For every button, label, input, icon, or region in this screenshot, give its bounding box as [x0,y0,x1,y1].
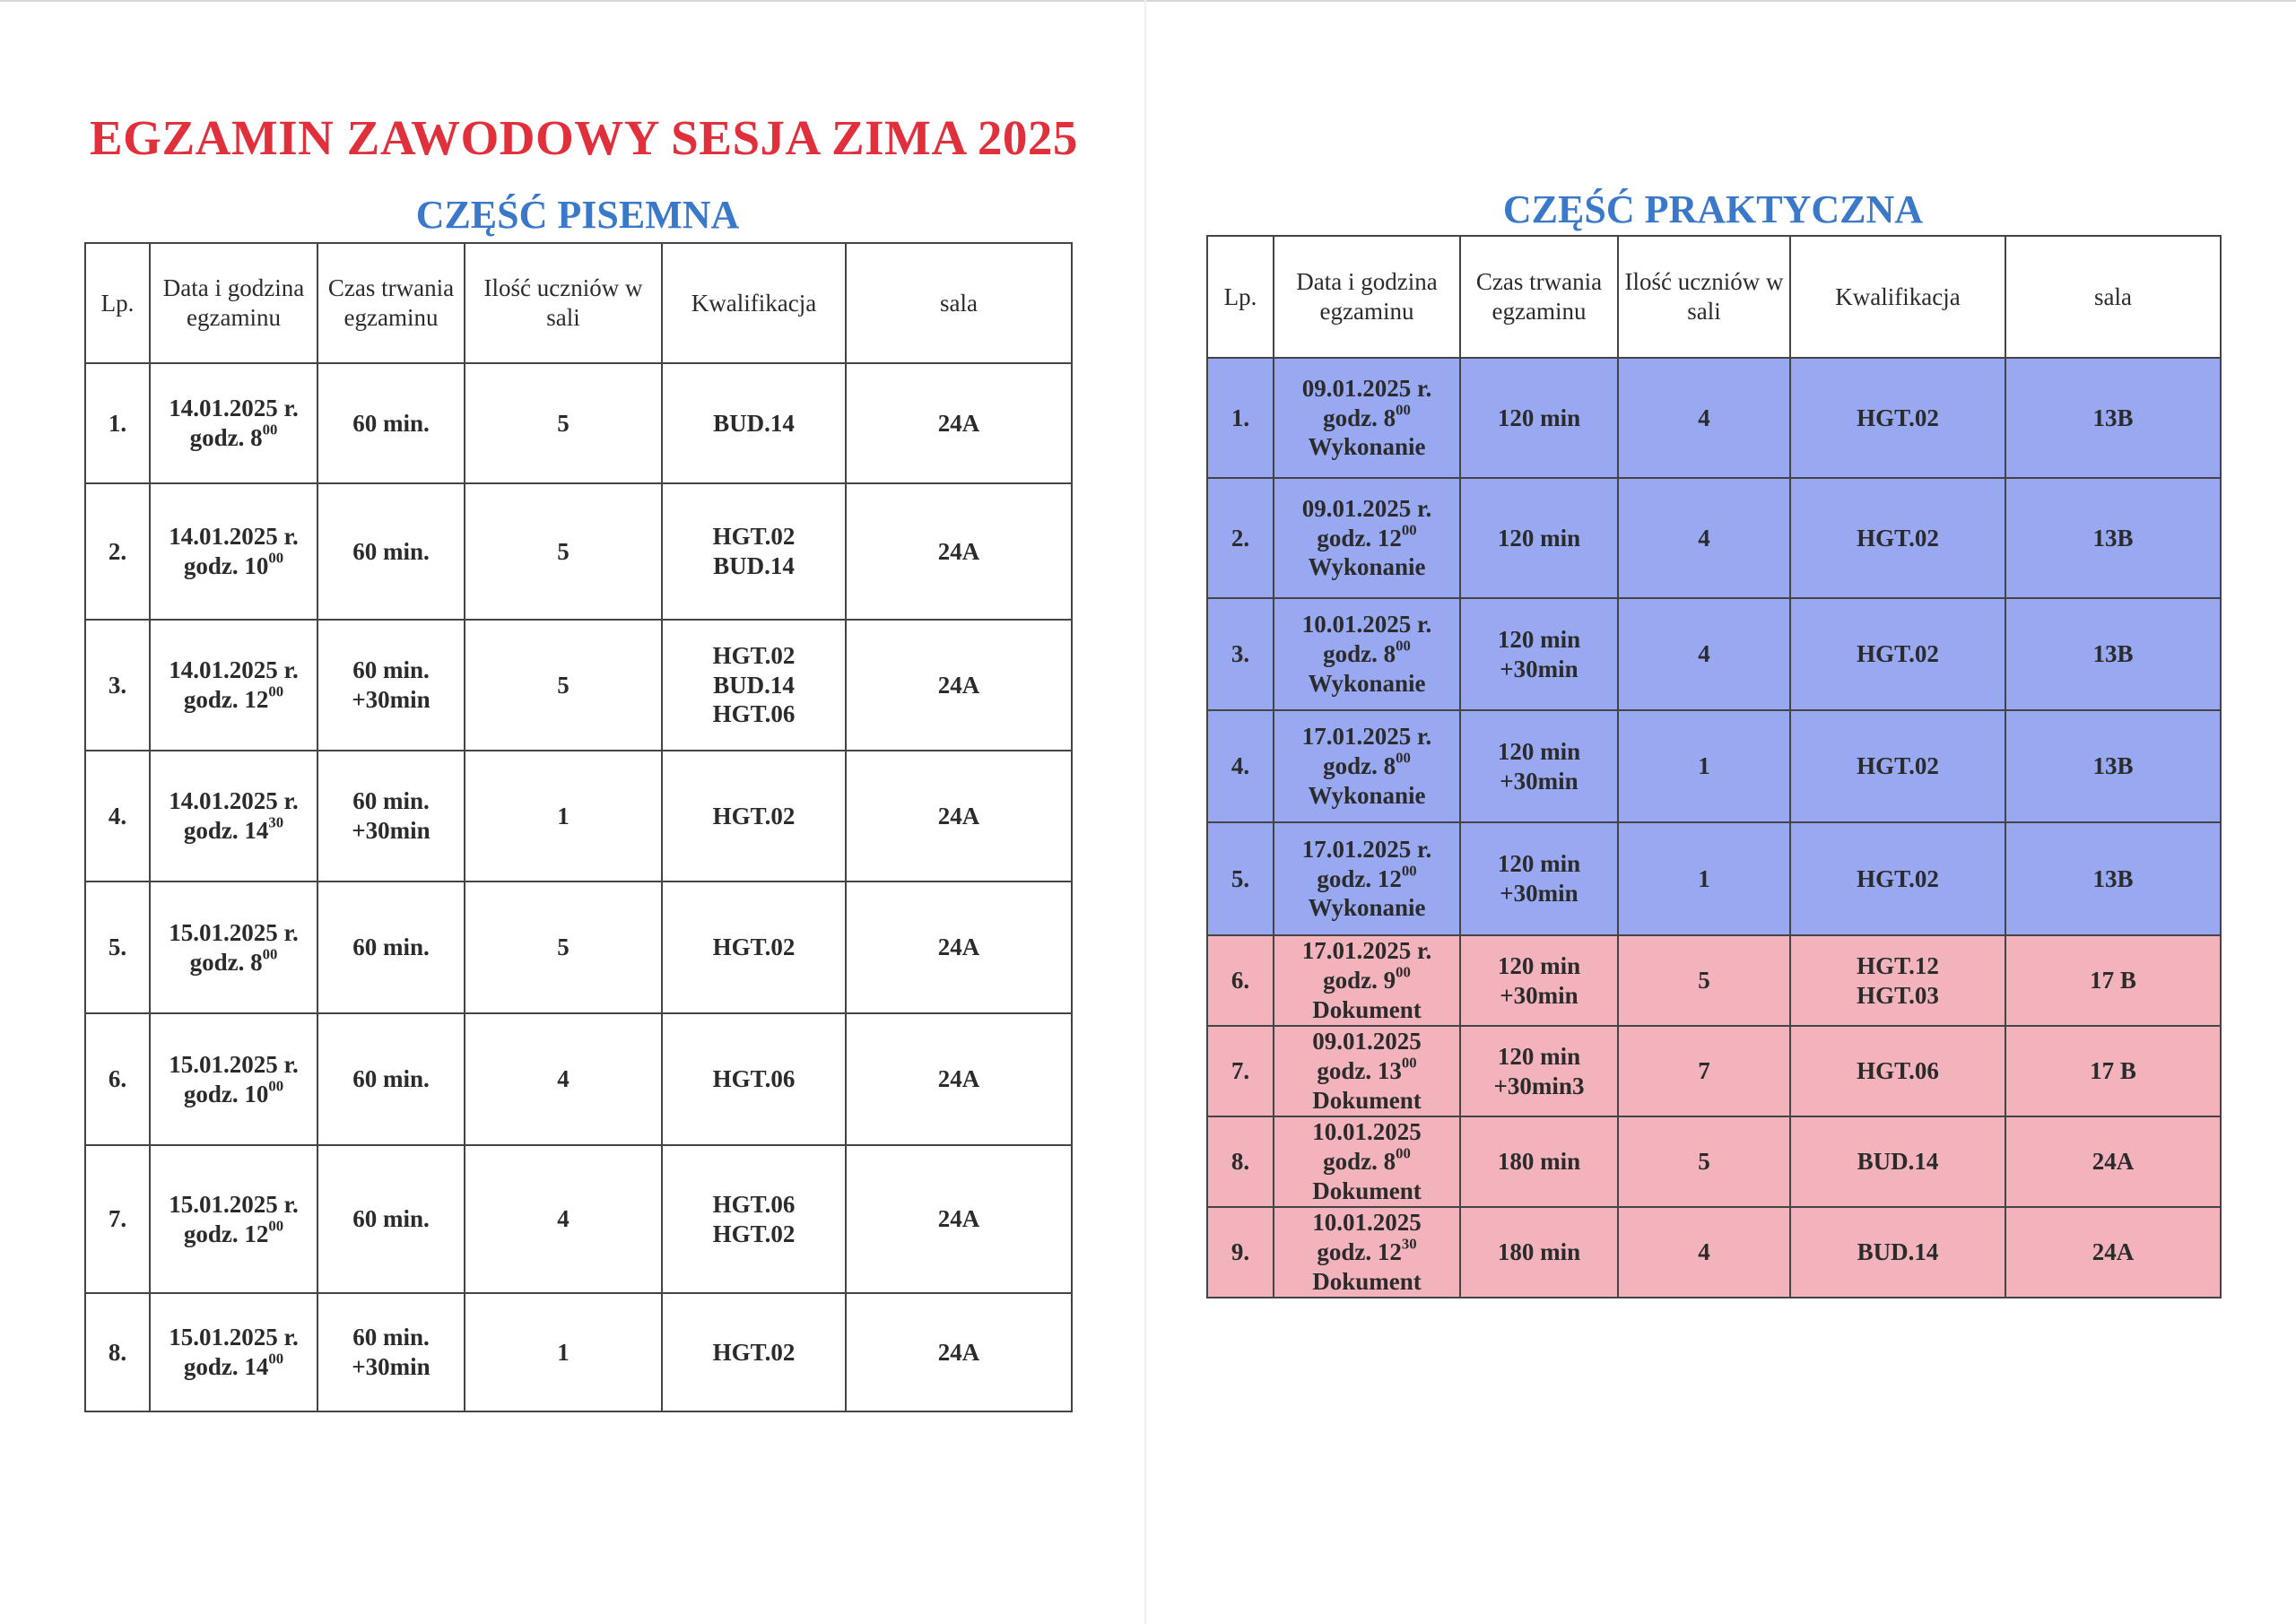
duration-cell [1460,822,1618,935]
exam-time-minutes: 00 [1396,400,1411,418]
table-row [1207,358,2221,478]
lp-cell: 8. [85,1293,150,1411]
qualification-cell [1790,1026,2005,1116]
practical-exam-table [1206,235,2222,1298]
duration-cell-line: 60 min. [352,409,430,437]
students-cell: 1 [465,1293,662,1411]
duration-cell-line: +30min3 [1493,1072,1585,1099]
exam-time-label: godz. 10 [183,1080,269,1107]
duration-cell-line: 120 min [1497,850,1581,878]
students-cell: 4 [1618,598,1790,710]
header-lp: Lp. [1207,236,1274,358]
qualification-cell-line: HGT.02 [712,523,796,551]
qualification-cell-line: BUD.14 [1857,1148,1939,1176]
exam-type: Dokument [1312,1267,1422,1295]
exam-time [154,1216,313,1249]
students-cell: 4 [465,1013,662,1145]
students-cell: 5 [1618,1116,1790,1207]
duration-cell-line: 120 min [1497,737,1581,765]
duration-cell-line: 60 min. [352,787,430,815]
exam-type: Dokument [1312,1177,1422,1204]
written-table-body [85,363,1072,1411]
room-cell: 13B [2005,358,2221,478]
duration-cell-line: 60 min. [352,1324,430,1351]
students-cell: 4 [1618,478,1790,598]
duration-cell [317,363,465,483]
exam-time-label: godz. 12 [1317,864,1402,892]
duration-cell [1460,598,1618,710]
exam-time-minutes: 00 [1401,520,1417,538]
duration-cell-line: 60 min. [352,656,430,684]
qualification-cell-line: HGT.03 [1857,981,1939,1009]
table-row [1207,1026,2221,1116]
duration-cell [317,1145,465,1293]
table-row [1207,1116,2221,1207]
exam-type: Wykonanie [1308,781,1426,809]
header-lp: Lp. [85,243,150,363]
date-cell [1274,1207,1460,1298]
room-cell: 17 B [2005,935,2221,1026]
exam-time-minutes: 00 [262,944,278,962]
duration-cell-line: +30min [1500,655,1578,682]
duration-cell-line: 120 min [1497,951,1581,979]
students-cell: 1 [1618,710,1790,822]
table-row [1207,822,2221,935]
exam-time [1278,1144,1456,1177]
duration-cell [1460,710,1618,822]
room-cell: 24A [846,620,1072,751]
qualification-cell-line: HGT.06 [712,700,796,728]
exam-time-label: godz. 8 [189,424,263,451]
qualification-cell [1790,935,2005,1026]
date-cell [150,483,317,620]
date-cell [150,881,317,1013]
exam-time-minutes: 00 [1396,1144,1411,1162]
exam-time-minutes: 00 [1396,963,1411,981]
room-cell: 24A [846,881,1072,1013]
date-cell [150,1145,317,1293]
lp-cell: 5. [1207,822,1274,935]
qualification-cell [1790,358,2005,478]
date-cell [1274,478,1460,598]
duration-cell [317,620,465,751]
qualification-cell-line: HGT.02 [1857,752,1939,780]
exam-date: 14.01.2025 r. [169,787,299,815]
duration-cell-line: 60 min. [352,934,430,961]
duration-cell-line: 60 min. [352,1205,430,1233]
exam-time-minutes: 00 [268,682,284,700]
duration-cell-line: 120 min [1497,1042,1581,1070]
table-row [1207,598,2221,710]
table-row [1207,1207,2221,1298]
exam-time [1278,861,1456,894]
students-cell: 5 [465,363,662,483]
students-cell: 1 [465,751,662,881]
exam-time [154,1076,313,1109]
header-qualification: Kwalifikacja [1790,236,2005,358]
exam-time-label: godz. 10 [183,552,269,579]
date-cell [1274,1026,1460,1116]
room-cell: 24A [846,363,1072,483]
students-cell: 4 [1618,1207,1790,1298]
exam-date: 14.01.2025 r. [169,656,299,684]
qualification-cell-line: HGT.12 [1857,951,1939,979]
duration-cell [1460,358,1618,478]
students-cell: 4 [465,1145,662,1293]
room-cell: 24A [846,751,1072,881]
duration-cell-line: 60 min. [352,1065,430,1093]
date-cell [150,1013,317,1145]
exam-date: 17.01.2025 r. [1301,937,1432,965]
exam-time-minutes: 00 [1396,637,1411,655]
qualification-cell [1790,822,2005,935]
written-header-row [85,243,1072,363]
qualification-cell-line: HGT.02 [712,1338,796,1366]
table-row [85,483,1072,620]
exam-time [154,813,313,846]
duration-cell-line: 180 min [1497,1238,1581,1266]
qualification-cell [662,1145,846,1293]
duration-cell [317,1013,465,1145]
table-row [85,751,1072,881]
lp-cell: 6. [85,1013,150,1145]
table-row [85,1013,1072,1145]
exam-time-minutes: 30 [268,813,284,831]
room-cell: 13B [2005,710,2221,822]
table-row [85,620,1072,751]
qualification-cell-line: HGT.02 [712,1220,796,1247]
lp-cell: 3. [1207,598,1274,710]
qualification-cell-line: HGT.02 [1857,864,1939,892]
written-section-title: CZĘŚĆ PISEMNA [415,193,740,237]
qualification-cell [662,1013,846,1145]
lp-cell: 7. [85,1145,150,1293]
duration-cell [317,751,465,881]
students-cell: 1 [1618,822,1790,935]
duration-cell [1460,478,1618,598]
date-cell [1274,935,1460,1026]
qualification-cell-line: BUD.14 [713,552,795,579]
exam-time-label: godz. 8 [1323,640,1396,668]
header-students: Ilość uczniów w sali [1618,236,1790,358]
exam-time [154,551,313,581]
exam-date: 09.01.2025 [1312,1028,1422,1055]
exam-type: Wykonanie [1308,433,1426,461]
lp-cell: 8. [1207,1116,1274,1207]
exam-type: Wykonanie [1308,669,1426,697]
date-cell [150,363,317,483]
date-cell [150,751,317,881]
exam-time [1278,639,1456,669]
exam-time-label: godz. 8 [1323,404,1396,431]
duration-cell-line: +30min [352,686,430,713]
qualification-cell [662,363,846,483]
students-cell: 5 [465,620,662,751]
room-cell: 13B [2005,598,2221,710]
exam-time [154,944,313,977]
duration-cell [1460,1116,1618,1207]
room-cell: 24A [2005,1207,2221,1298]
table-row [85,1293,1072,1411]
date-cell [150,620,317,751]
qualification-cell-line: HGT.06 [712,1065,796,1093]
room-cell: 24A [846,1293,1072,1411]
lp-cell: 7. [1207,1026,1274,1116]
room-cell: 24A [2005,1116,2221,1207]
table-row [85,1145,1072,1293]
exam-date: 09.01.2025 r. [1301,374,1432,402]
exam-date: 14.01.2025 r. [169,395,299,422]
qualification-cell-line: HGT.02 [1857,404,1939,431]
exam-date: 15.01.2025 r. [169,1190,299,1218]
qualification-cell [1790,598,2005,710]
exam-time [1278,400,1456,433]
exam-time-minutes: 00 [268,1350,284,1368]
header-room: sala [2005,236,2221,358]
students-cell: 5 [1618,935,1790,1026]
written-exam-table [84,242,1073,1412]
lp-cell: 5. [85,881,150,1013]
practical-section-title: CZĘŚĆ PRAKTYCZNA [1502,187,1924,231]
qualification-cell-line: HGT.06 [712,1190,796,1218]
qualification-cell-line: HGT.02 [712,802,796,829]
exam-time-label: godz. 12 [183,1220,269,1247]
students-cell: 7 [1618,1026,1790,1116]
duration-cell-line: 60 min. [352,537,430,565]
lp-cell: 4. [85,751,150,881]
qualification-cell-line: HGT.02 [1857,524,1939,551]
qualification-cell [662,483,846,620]
qualification-cell-line: BUD.14 [1857,1238,1939,1266]
room-cell: 24A [846,1013,1072,1145]
qualification-cell [1790,710,2005,822]
exam-time-minutes: 30 [1401,1235,1417,1253]
duration-cell [1460,1207,1618,1298]
room-cell: 17 B [2005,1026,2221,1116]
qualification-cell [662,881,846,1013]
duration-cell [1460,935,1618,1026]
date-cell [1274,358,1460,478]
exam-time [1278,751,1456,781]
exam-time-label: godz. 12 [183,686,269,713]
exam-time-minutes: 00 [1401,861,1417,879]
exam-time-label: godz. 12 [1317,1238,1402,1266]
exam-time-minutes: 00 [262,421,278,439]
room-cell: 24A [846,483,1072,620]
document-title: EGZAMIN ZAWODOWY SESJA ZIMA 2025 [90,110,1078,165]
table-row [1207,478,2221,598]
room-cell: 13B [2005,822,2221,935]
table-row [85,363,1072,483]
qualification-cell-line: BUD.14 [713,409,795,437]
qualification-cell [1790,478,2005,598]
qualification-cell-line: HGT.02 [712,934,796,961]
qualification-cell [1790,1116,2005,1207]
room-cell: 24A [846,1145,1072,1293]
exam-time [1278,520,1456,553]
exam-date: 17.01.2025 r. [1301,835,1432,863]
duration-cell [317,1293,465,1411]
exam-date: 15.01.2025 r. [169,1050,299,1078]
exam-time-minutes: 00 [268,549,284,567]
qualification-cell [662,751,846,881]
date-cell [1274,598,1460,710]
students-cell: 5 [465,483,662,620]
exam-time-label: godz. 8 [1323,752,1396,780]
students-cell: 5 [465,881,662,1013]
exam-time [154,423,313,453]
exam-time-label: godz. 14 [183,1353,269,1380]
exam-time-minutes: 00 [268,1216,284,1234]
header-date: Data i godzina egzaminu [1274,236,1460,358]
students-cell: 4 [1618,358,1790,478]
page-fold [1144,0,1146,1624]
duration-cell-line: 180 min [1497,1148,1581,1176]
exam-time [1278,963,1456,995]
duration-cell [1460,1026,1618,1116]
header-qualification: Kwalifikacja [662,243,846,363]
header-room: sala [846,243,1072,363]
practical-table-body [1207,358,2221,1298]
practical-header-row [1207,236,2221,358]
duration-cell-line: 120 min [1497,404,1581,431]
duration-cell-line: +30min [352,1353,430,1380]
table-row [1207,935,2221,1026]
date-cell [150,1293,317,1411]
lp-cell: 1. [85,363,150,483]
date-cell [1274,1116,1460,1207]
exam-type: Dokument [1312,995,1422,1023]
date-cell [1274,710,1460,822]
exam-date: 14.01.2025 r. [169,523,299,551]
exam-time [154,682,313,715]
header-duration: Czas trwania egzaminu [1460,236,1618,358]
qualification-cell-line: HGT.02 [1857,640,1939,668]
duration-cell-line: +30min [1500,981,1578,1009]
exam-date: 17.01.2025 r. [1301,723,1432,751]
qualification-cell-line: HGT.06 [1857,1057,1939,1085]
exam-time-label: godz. 14 [183,817,269,844]
lp-cell: 9. [1207,1207,1274,1298]
exam-time [1278,1235,1456,1267]
exam-date: 09.01.2025 r. [1301,494,1432,522]
exam-date: 10.01.2025 [1312,1209,1422,1237]
lp-cell: 1. [1207,358,1274,478]
exam-time-label: godz. 9 [1323,967,1396,994]
exam-date: 10.01.2025 r. [1301,611,1432,638]
qualification-cell [1790,1207,2005,1298]
exam-time-label: godz. 8 [1323,1148,1396,1176]
header-duration: Czas trwania egzaminu [317,243,465,363]
room-cell: 13B [2005,478,2221,598]
exam-type: Dokument [1312,1086,1422,1114]
lp-cell: 2. [1207,478,1274,598]
duration-cell-line: +30min [1500,767,1578,795]
table-row [1207,710,2221,822]
exam-time [154,1352,313,1382]
qualification-cell-line: BUD.14 [713,671,795,699]
qualification-cell [662,1293,846,1411]
exam-date: 15.01.2025 r. [169,918,299,946]
lp-cell: 3. [85,620,150,751]
table-row [85,881,1072,1013]
qualification-cell-line: HGT.02 [712,641,796,669]
duration-cell-line: 120 min [1497,625,1581,653]
exam-time-minutes: 00 [1401,1054,1417,1072]
page-top-edge [0,0,2296,2]
exam-time [1278,1056,1456,1086]
lp-cell: 6. [1207,935,1274,1026]
exam-time-label: godz. 8 [189,948,263,976]
exam-time-label: godz. 13 [1317,1057,1402,1085]
exam-time-label: godz. 12 [1317,524,1402,551]
date-cell [1274,822,1460,935]
lp-cell: 4. [1207,710,1274,822]
duration-cell-line: +30min [1500,880,1578,907]
header-date: Data i godzina egzaminu [150,243,317,363]
exam-type: Wykonanie [1308,553,1426,581]
header-students: Ilość uczniów w sali [465,243,662,363]
exam-type: Wykonanie [1308,894,1426,922]
exam-time-minutes: 00 [1396,749,1411,767]
duration-cell-line: +30min [352,817,430,844]
exam-date: 15.01.2025 r. [169,1324,299,1351]
exam-date: 10.01.2025 [1312,1118,1422,1146]
duration-cell [317,483,465,620]
duration-cell [317,881,465,1013]
exam-time-minutes: 00 [268,1076,284,1094]
duration-cell-line: 120 min [1497,524,1581,551]
qualification-cell [662,620,846,751]
lp-cell: 2. [85,483,150,620]
